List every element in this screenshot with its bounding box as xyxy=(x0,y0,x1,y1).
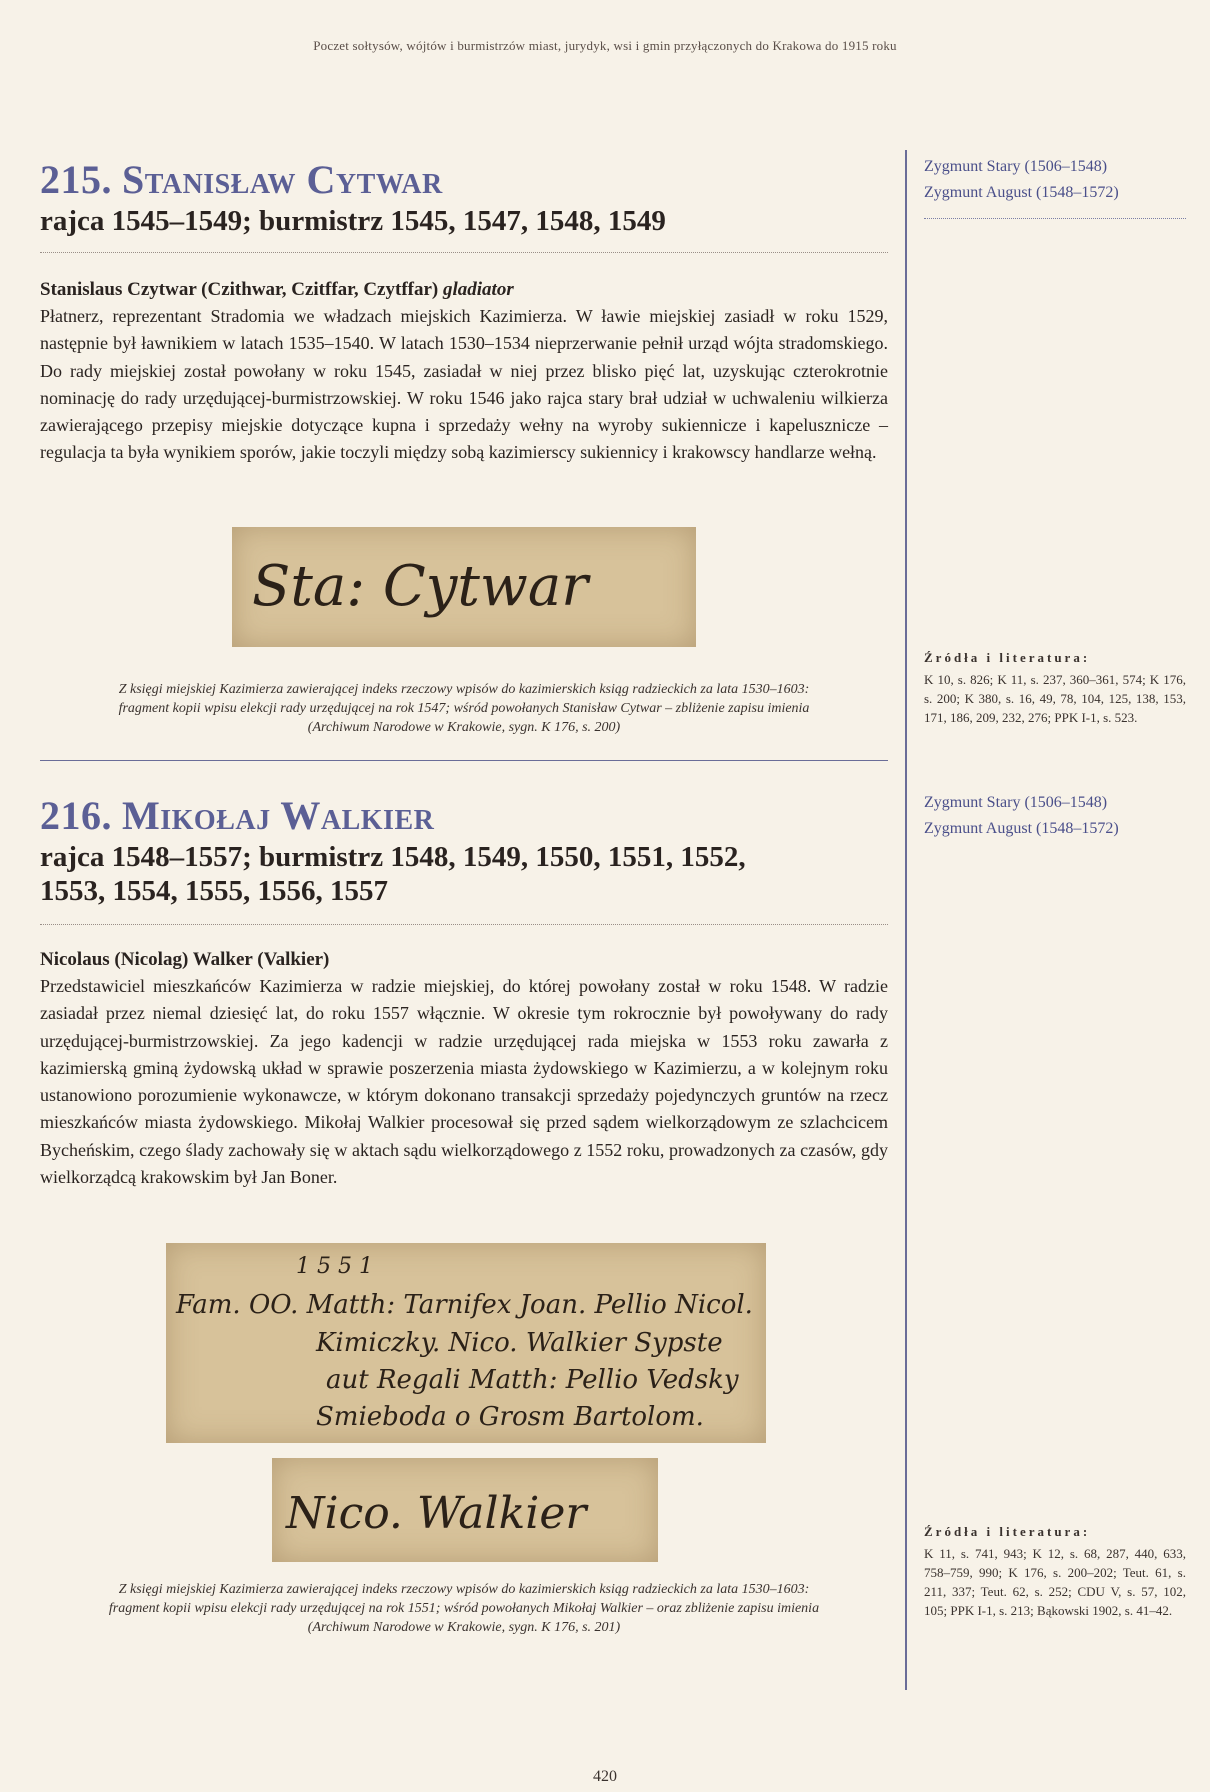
running-head: Poczet sołtysów, wójtów i burmistrzów miast, jurydyk, wsi i gmin przyłączonych do Krakowa do 1915 roku xyxy=(313,38,897,53)
caption-line: (Archiwum Narodowe w Krakowie, sygn. K 176, s. 200) xyxy=(307,720,621,735)
reign-line: Zygmunt August (1548–1572) xyxy=(924,184,1119,201)
reign-line: Zygmunt August (1548–1572) xyxy=(924,820,1119,837)
entry-separator xyxy=(40,760,888,761)
scan-line: aut Regali Matth: Pellio Vedsky xyxy=(326,1365,739,1395)
scan-line: Smieboda o Grosm Bartolom. xyxy=(316,1402,704,1432)
sources-heading: Źródła i literatura: xyxy=(924,1524,1091,1539)
latin-name-text: Nicolaus (Nicolag) Walker (Valkier) xyxy=(40,949,330,970)
entry-title xyxy=(40,157,888,202)
scan-line: 1 5 5 1 xyxy=(296,1254,373,1279)
caption-line: (Archiwum Narodowe w Krakowie, sygn. K 176, s. 201) xyxy=(307,1620,621,1635)
scan-handwriting: Nico. Walkier xyxy=(286,1488,587,1539)
entry-subtitle: rajca 1548–1557; burmistrz 1548, 1549, 1550, 1551, 1552, xyxy=(40,841,746,873)
entry-number: 216. xyxy=(40,793,112,838)
sources-216 xyxy=(924,1524,1186,1620)
figure-caption xyxy=(40,680,888,737)
column-divider xyxy=(905,150,907,1690)
entry-subtitle: rajca 1545–1549; burmistrz 1545, 1547, 1548, 1549 xyxy=(40,205,666,237)
title-rule xyxy=(40,252,888,253)
latin-name xyxy=(40,949,888,971)
scan-line: Fam. OO. Matth: Tarnifex Joan. Pellio Nicol. xyxy=(176,1290,753,1320)
scan-line: Kimiczky. Nico. Walkier Sypste xyxy=(316,1328,723,1358)
reign-line: Zygmunt Stary (1506–1548) xyxy=(924,158,1108,175)
entry-number: 215. xyxy=(40,157,112,202)
caption-line: Z księgi miejskiej Kazimierza zawierającej indeks rzeczowy wpisów do kazimierskich ksiąg radzieckich za lata 1530–1603: xyxy=(118,682,810,697)
manuscript-scan-closeup xyxy=(272,1458,658,1562)
entry-name: Mikołaj Walkier xyxy=(122,793,435,838)
sources-text: K 10, s. 826; K 11, s. 237, 360–361, 574; K 176, s. 200; K 380, s. 16, 49, 78, 104, 125, 138, 153, 171, 186, 209, 232, 276; PPK I-1, s. 523. xyxy=(924,672,1186,725)
manuscript-scan xyxy=(166,1243,766,1443)
reign-rule xyxy=(924,218,1186,219)
biography-paragraph: Płatnerz, reprezentant Stradomia we władzach miejskich Kazimierza. W ławie miejskiej zasiadł w roku 1529, następnie był ławnikiem w latach 1535–1540. W latach 1530–1534 nieprzerwanie pełnił urząd wójta stradomskiego. Do rady miejskiej został powołany w roku 1545, zasiadał w niej przez blisko pięć lat, uzyskując czterokrotnie nominację do rady urzędującej-burmistrzowskiej. W roku 1546 jako rajca stary brał udział w uchwaleniu wilkierza zawierającego przepisy miejskie dotyczące kupna i sprzedaży wełny na wyroby sukiennicze i kapelusznicze – regulacja ta była wynikiem sporów, jakie toczyli między sobą kazimierscy sukiennicy i krakowscy handlarze wełną. xyxy=(40,306,888,463)
entry-216 xyxy=(40,793,888,1191)
latin-name xyxy=(40,279,888,301)
side-panel-216 xyxy=(924,790,1186,842)
reign-line: Zygmunt Stary (1506–1548) xyxy=(924,794,1108,811)
title-rule xyxy=(40,924,888,925)
sources-text: K 11, s. 741, 943; K 12, s. 68, 287, 440, 633, 758–759, 990; K 176, s. 200–202; Teut. 61, s. 211, 337; Teut. 62, s. 252; CDU V, s. 57, 102, 105; PPK I-1, s. 213; Bąkowski 1902, s. 41–42. xyxy=(924,1546,1186,1618)
page-number: 420 xyxy=(593,1768,617,1785)
caption-line: fragment kopii wpisu elekcji rady urzędującej na rok 1547; wśród powołanych Stanisław Cytwar – zbliżenie zapisu imienia xyxy=(118,701,810,716)
entry-name: Stanisław Cytwar xyxy=(122,157,443,202)
caption-line: fragment kopii wpisu elekcji rady urzędującej na rok 1551; wśród powołanych Mikołaj Walkier – oraz zbliżenie zapisu imienia xyxy=(108,1601,820,1616)
figure-caption xyxy=(40,1580,888,1637)
sources-215 xyxy=(924,650,1186,727)
latin-name-text: Stanislaus Czytwar (Czithwar, Czitffar, Czytffar) xyxy=(40,279,439,300)
entry-subtitle: 1553, 1554, 1555, 1556, 1557 xyxy=(40,875,388,907)
latin-name-extra: gladiator xyxy=(442,279,514,300)
caption-line: Z księgi miejskiej Kazimierza zawierającej indeks rzeczowy wpisów do kazimierskich ksiąg radzieckich za lata 1530–1603: xyxy=(118,1582,810,1597)
scan-handwriting: Sta: Cytwar xyxy=(252,554,588,619)
scan-handwriting xyxy=(175,1254,753,1432)
entry-title xyxy=(40,793,888,838)
side-panel-215 xyxy=(924,154,1186,219)
manuscript-scan xyxy=(232,527,696,647)
entry-215 xyxy=(40,157,888,467)
sources-heading: Źródła i literatura: xyxy=(924,650,1091,665)
biography-paragraph: Przedstawiciel mieszkańców Kazimierza w radzie miejskiej, do której powołany został w roku 1548. W radzie zasiadał przez niemal dziesięć lat, do roku 1557 włącznie. W okresie tym rokrocznie był powoływany do rady urzędującej-burmistrzowskiej. Za jego kadencji w radzie urzędującej rada miejska w 1553 roku zawarła z kazimierską gminą żydowską układ w sprawie poszerzenia miasta żydowskiego w Kazimierzu, a w kolejnym roku ustanowiono porozumienie wykonawcze, w którym dokonano transakcji sprzedaży pojedynczych gruntów na rzecz mieszkańców miasta żydowskiego. Mikołaj Walkier procesował się przed sądem wielkorządowym ze szlachcicem Bycheńskim, czego ślady zachowały się w aktach sądu wielkorządowego z 1552 roku, prowadzonych za czasów, gdy wielkorządcą krakowskim był Jan Boner. xyxy=(40,976,888,1188)
